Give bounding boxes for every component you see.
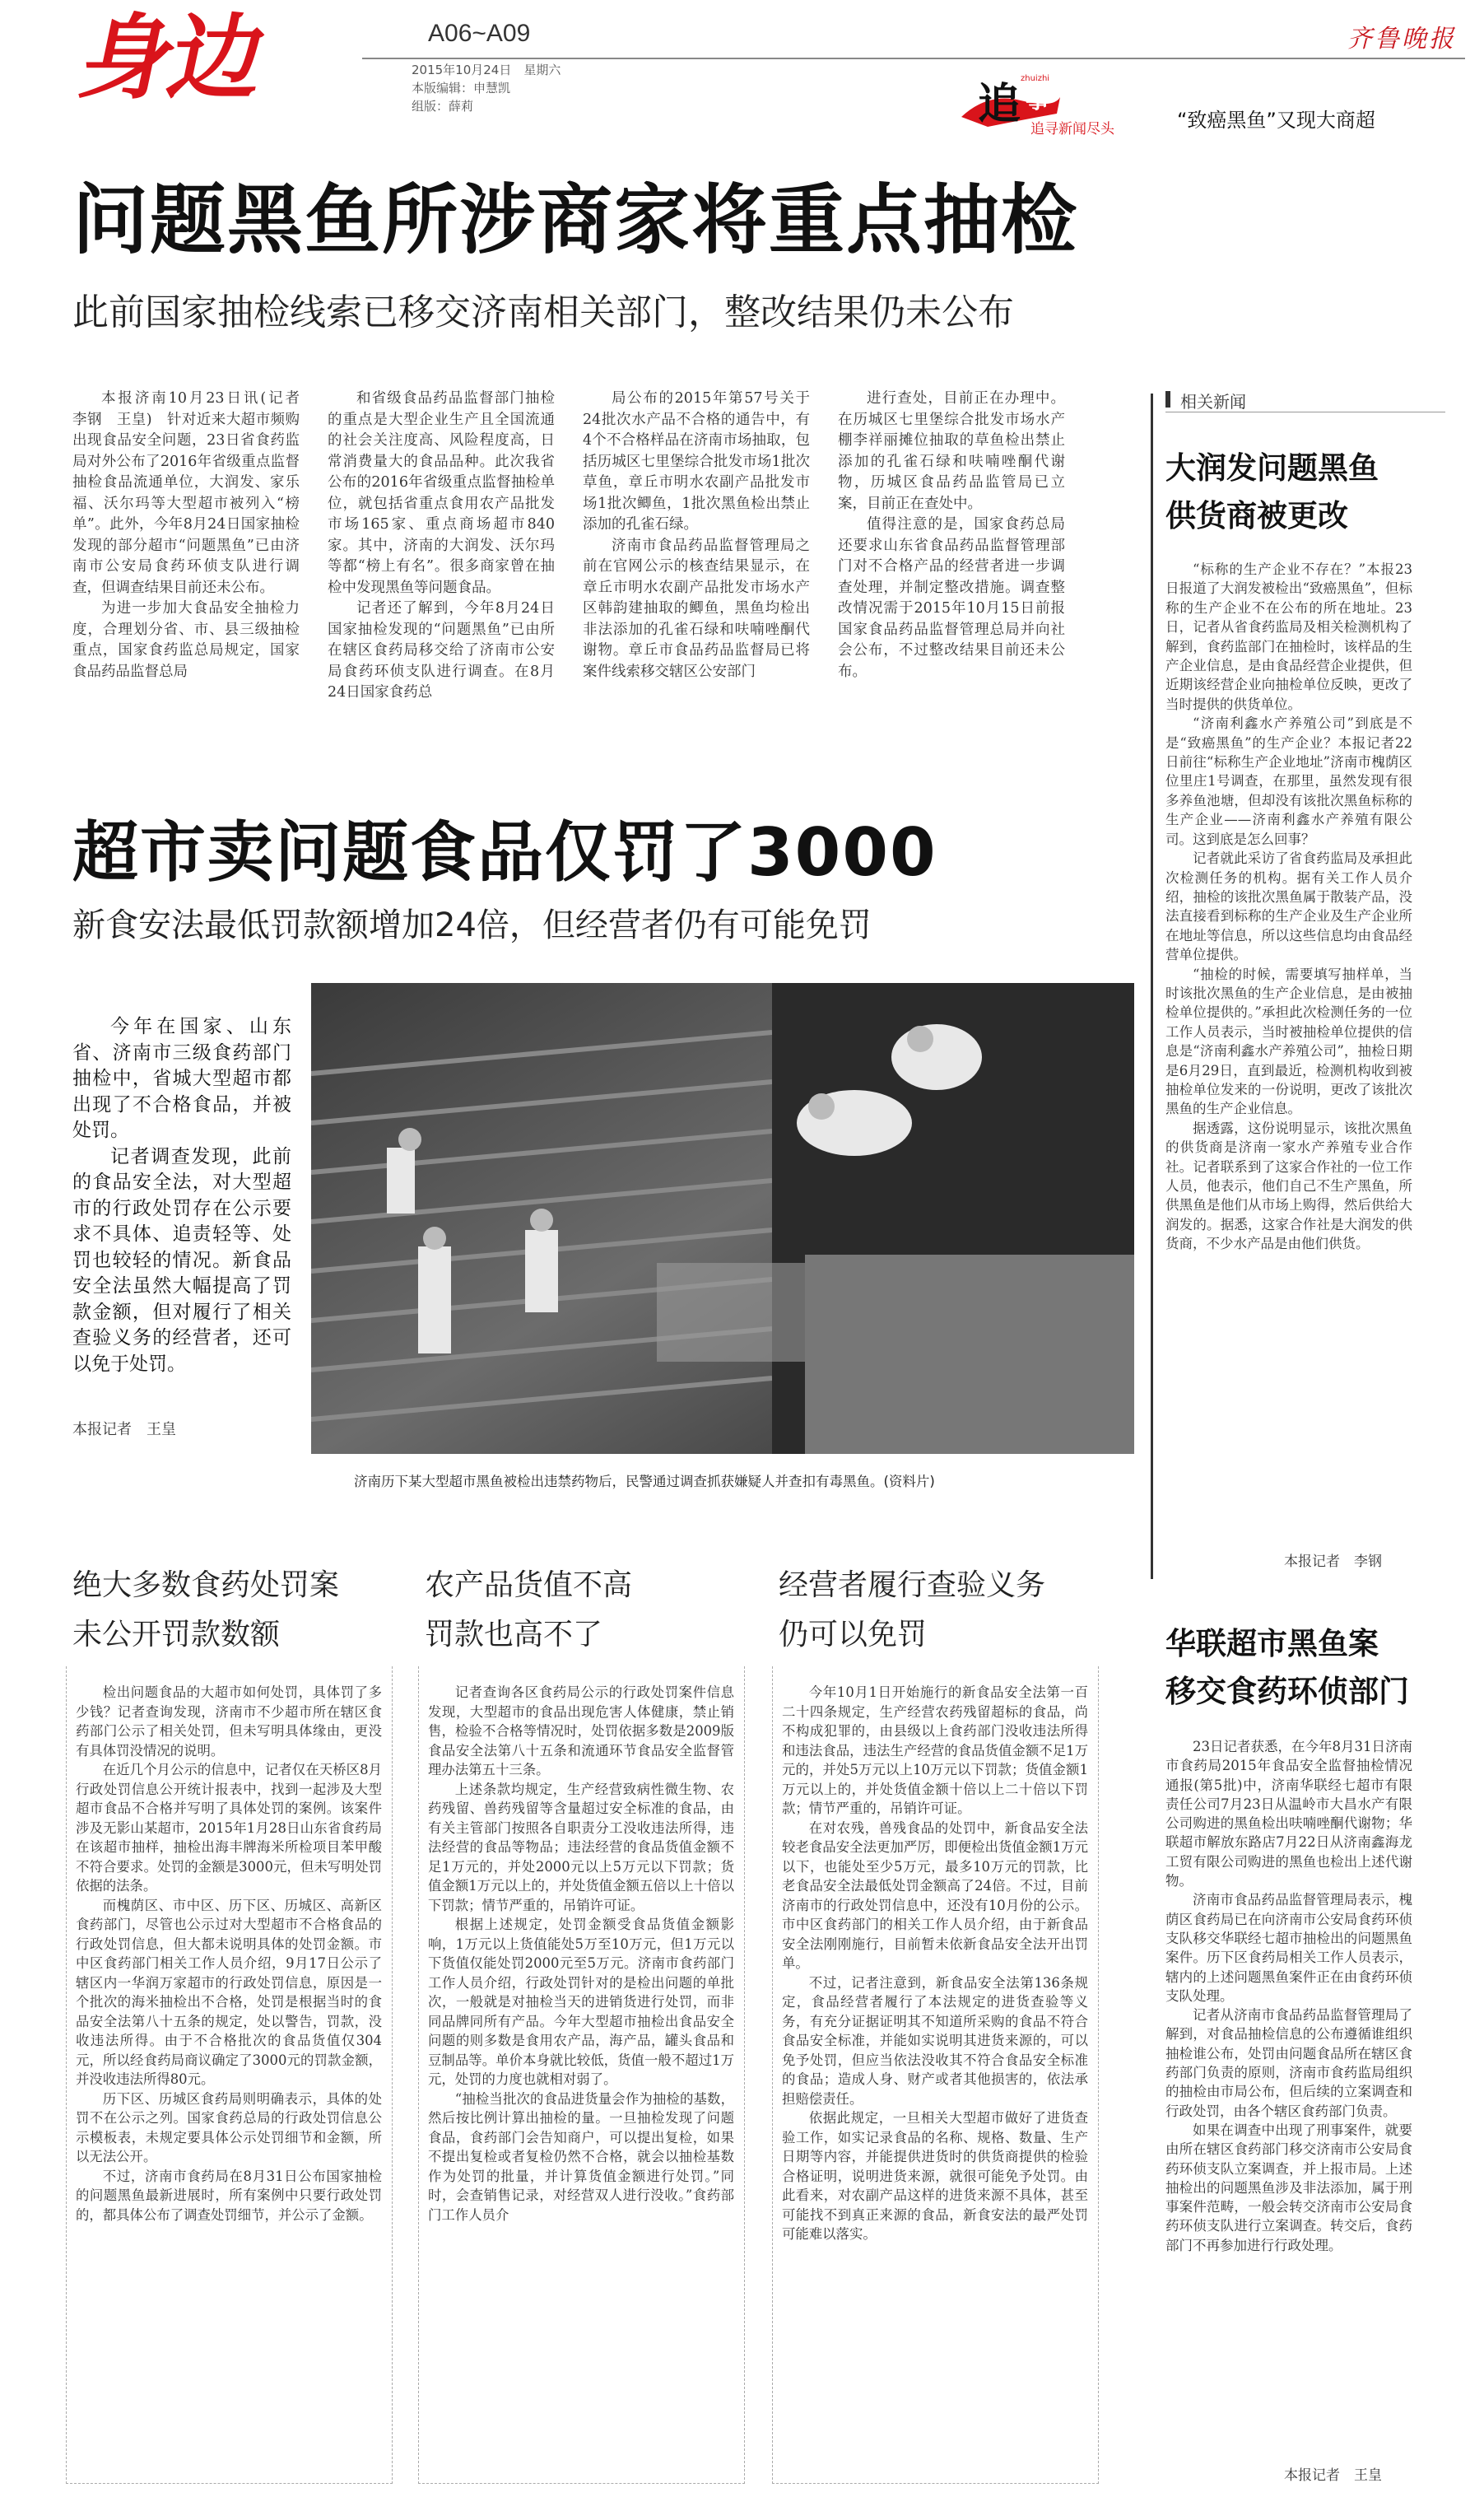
paragraph: 检出问题食品的大超市如何处罚，具体罚了多少钱？记者查询发现，济南市不少超市所在辖区食药部门公示了相关处罚，但未写明具体缘由，更没有具体罚没情况的说明。 [76,1684,382,1759]
sidebar-a-headline-2: 供货商被更改 [1165,498,1348,533]
sidebar-b-byline: 本报记者 王皇 [1284,2467,1382,2484]
feature-teaser[interactable] [955,76,1465,142]
story1-column-2 [328,389,555,704]
paragraph: 23日记者获悉，在今年8月31日济南市食药局2015年食品安全监督抽检情况通报(第5批)中，济南华联经七超市有限责任公司7月23日从温岭市大昌水产有限公司购进的黑鱼检出呋喃唑酮代谢物；华联超市解放东路店7月22日从济南鑫海龙工贸有限公司购进的黑鱼也检出上述代谢物。 [1165,1739,1412,1889]
paragraph: 如果在调查中出现了刑事案件，就要由所在辖区食药部门移交济南市公安局食药环侦支队立案调查，并上报市局。上述抽检出的问题黑鱼涉及非法添加，属于刑事案件范畴，一般会转交济南市公安局食药环侦支队进行立案调查。转交后，食药部门不再参加进行行政处理。 [1165,2122,1412,2253]
paragraph: 济南市食品药品监督管理局表示，槐荫区食药局已在向济南市公安局食药环侦支队移交华联经七超市抽检出的问题黑鱼案件。历下区食药局相关工作人员表示，辖内的上述问题黑鱼案件正在由食药环侦支队处理。 [1165,1892,1412,2004]
header-rule [362,58,1465,59]
feature-headline[interactable]: “致癌黑鱼”又现大商超 [1177,109,1375,132]
paragraph: “抽检的时候，需要填写抽样单，当时该批次黑鱼的生产企业信息，是由被抽检单位提供的。”承担此次检测任务的一位工作人员表示，当时被抽检单位提供的信息是“济南利鑫水产养殖公司”，抽检日期是6月29日，直到最近，检测机构收到被抽检单位发来的一份说明，更改了该批次黑鱼的生产企业信息。 [1165,966,1412,1117]
sidebar-a-headline-1: 大润发问题黑鱼 [1165,450,1379,486]
paragraph: 不过，济南市食药局在8月31日公布国家抽检的问题黑鱼最新进展时，所有案例中只要行政处罚的，都具体公布了调查处罚细节，并公示了金额。 [76,2168,382,2223]
paragraph: 记者调查发现，此前的食品安全法，对大型超市的行政处罚存在公示要求不具体、追责轻等、处罚也较轻的情况。新食品安全法虽然大幅提高了罚款金额，但对履行了相关查验义务的经营者，还可以免于处罚。 [72,1145,291,1375]
paragraph: 在对农残，兽残食品的处罚中，新食品安全法较老食品安全法更加严厉，即便检出货值金额1万元以下，也能处至少5万元，最多10万元的罚款，比老食品安全法最低处罚金额高了24倍。不过，目前济南市的行政处罚信息中，还没有10月份的公示。市中区食药部门的相关工作人员介绍，由于新食品安全法刚刚施行，目前暂未依新食品安全法开出罚单。 [782,1819,1088,1971]
feature-pinyin: zhuizhi [1021,74,1050,83]
story2-subhead-3-line2: 仍可以免罚 [779,1618,928,1651]
story2-subhead-1-line2: 未公开罚款数额 [72,1618,281,1651]
paragraph: 记者从济南市食品药品监督管理局了解到，对食品抽检信息的公布遵循谁组织抽检谁公布，处罚由问题食品所在辖区食药部门负责的原则，济南市食药监局组织的抽检由市局公布，但后续的立案调查和行政处罚，由各个辖区食药部门负责。 [1165,2007,1412,2119]
editor-credit: 本版编辑：申慧凯 [412,81,511,96]
story1-column-3 [583,389,810,682]
news-photo [311,983,1134,1454]
paragraph: “济南利鑫水产养殖公司”到底是不是“致癌黑鱼”的生产企业？本报记者22日前往“标称生产企业地址”济南市槐荫区位里庄1号调查，在那里，虽然发现有很多养鱼池塘，但却没有该批次黑鱼标称的生产企业——济南利鑫水产养殖有限公司。这到底是怎么回事？ [1165,715,1412,847]
paragraph: 而槐荫区、市中区、历下区、历城区、高新区食药部门，尽管也公示过对大型超市不合格食品的行政处罚信息，但大都未说明具体的处罚金额。市中区食药部门相关工作人员介绍，9月17日公示了辖区内一华润万家超市的行政处罚信息，原因是一个批次的海米抽检出不合格，处罚是根据当时的食品安全法第八十五条的规定，处以警告，罚款，没收违法所得。由于不合格批次的食品货值仅304元，所以经食药局商议确定了3000元的罚款金额，并没收违法所得80元。 [76,1897,382,2087]
paragraph: 据透露，这份说明显示，该批次黑鱼的供货商是济南一家水产养殖专业合作社。记者联系到了这家合作社的一位工作人员，他表示，他们自己不生产黑鱼，所供黑鱼是他们从市场上购得，然后供给大润发的。据悉，这家合作社是大润发的供货商，不少水产品是由他们供货。 [1165,1120,1412,1252]
story1-column-1 [72,389,314,682]
story2-lead-byline: 本报记者 王皇 [72,1421,176,1438]
related-news-tag [1165,389,1445,412]
paragraph: 今年10月1日开始施行的新食品安全法第一百二十四条规定，生产经营农药残留超标的食品，尚不构成犯罪的，由县级以上食药部门没收违法所得和违法食品，违法生产经营的食品货值金额不足1万元的，并处5万元以上10万元以下罚款；货值金额1万元以上的，并处货值金额十倍以上二十倍以下罚款；情节严重的，吊销许可证。 [782,1684,1088,1816]
feature-mark-2: 事 [1026,86,1050,114]
paragraph: 为进一步加大食品安全抽检力度，合理划分省、市、县三级抽检重点，国家食药监总局规定，国家食品药品监督总局 [72,600,300,680]
story2-column-2 [428,1683,734,2224]
paragraph: “标称的生产企业不存在？”本报23日报道了大润发被检出“致癌黑鱼”，但标称的生产企业不在公布的所在地址。23日，记者从省食药监局及相关检测机构了解到，食药监部门在抽检时，该样品的生产企业信息，是由食品经营企业提供，但近期该经营企业向抽检单位反映，更改了当时提供的供货单位。 [1165,561,1412,712]
story2-column-1 [76,1683,382,2224]
designer-credit: 组版：薛莉 [412,99,474,114]
page-range: A06~A09 [428,20,531,47]
photo-caption: 济南历下某大型超市黑鱼被检出违禁药物后，民警通过调查抓获嫌疑人并查扣有毒黑鱼。(资料片) [354,1474,935,1489]
paragraph: 本报济南10月23日讯(记者 李钢 王皇) 针对近来大超市频购出现食品安全问题，23日省食药监局对外公布了2016年省级重点监督抽检食品流通单位，大润发、家乐福、沃尔玛等大型超市被列入“榜单”。此外，今年8月24日国家抽检发现的部分超市“问题黑鱼”已由济南市公安局食药环侦支队进行调查，但调查结果目前还未公布。 [72,390,314,596]
sidebar-b-headline-2: 移交食药环侦部门 [1165,1674,1409,1709]
paragraph: 今年在国家、山东省、济南市三级食药部门抽检中，省城大型超市都出现了不合格食品，并被处罚。 [72,1016,291,1141]
paragraph: 记者就此采访了省食药监局及承担此次检测任务的机构。据有关工作人员介绍，抽检的该批次黑鱼属于散装产品，没法直接看到标称的生产企业及生产企业所在地址等信息，所以这些信息均由食品经营单位提供。 [1165,850,1412,963]
story2-headline: 超市卖问题食品仅罚了3000 [72,814,937,891]
paragraph: 记者查询各区食药局公示的行政处罚案件信息发现，大型超市的食品出现危害人体健康，禁止销售，检验不合格等情况时，处罚依据多数是2009版食品安全法第八十五条和流通环节食品安全监督管理办法第五十三条。 [428,1684,734,1777]
sidebar-b-body [1165,1737,1412,2255]
story1-subhead: 此前国家抽检线索已移交济南相关部门，整改结果仍未公布 [72,291,1014,333]
paragraph: 值得注意的是，国家食药总局还要求山东省食品药品监督管理部门对不合格产品的经营者进一步调查处理，并制定整改措施。调查整改情况需于2015年10月15日前报国家食品药品监督管理总局并向社会公布，不过整改结果目前还未公布。 [838,516,1065,680]
story1-headline: 问题黑鱼所涉商家将重点抽检 [72,176,1079,264]
story2-subhead-2-line2: 罚款也高不了 [425,1618,603,1651]
newspaper-logo: 齐鲁晚报 [1347,25,1456,54]
paragraph: 记者还了解到，今年8月24日国家抽检发现的“问题黑鱼”已由所在辖区食药局移交给了济南市公安局食药环侦支队进行调查。在8月24日国家食药总 [328,600,555,701]
sidebar-a-body [1165,560,1412,1254]
paragraph: 进行查处，目前正在办理中。在历城区七里堡综合批发市场水产棚李祥丽摊位抽取的草鱼检出禁止添加的孔雀石绿和呋喃唑酮代谢物，历城区食品药品监管局已立案，目前正在查处中。 [838,390,1065,512]
story2-subhead-2-line1: 农产品货值不高 [425,1568,633,1602]
photo-scene-icon [311,983,1134,1454]
feature-mark: 追 [978,79,1021,129]
issue-date: 2015年10月24日 星期六 [412,63,561,77]
feature-slogan: 追寻新闻尽头 [1030,121,1114,137]
paragraph: “抽检当批次的食品进货量会作为抽检的基数，然后按比例计算出抽检的量。一旦抽检发现了问题食品，食药部门会告知商户，可以提出复检，如果不提出复检或者复检仍然不合格，就会以抽检基数作为处罚的批量，并计算货值金额进行处罚。”同时，会查销售记录，对经营双人进行没收。”食药部门工作人员介 [428,2090,734,2223]
paragraph: 上述条款均规定，生产经营致病性微生物、农药残留、兽药残留等含量超过安全标准的食品，由有关主管部门按照各自职责分工没收违法所得，违法经营的食品等物品；违法经营的食品货值金额不足1万元的，并处2000元以上5万元以下罚款；货值金额1万元以上的，并处货值金额五倍以上十倍以下罚款；情节严重的，吊销许可证。 [428,1781,734,1913]
paragraph: 依据此规定，一旦相关大型超市做好了进货查验工作，如实记录食品的名称、规格、数量、生产日期等内容，并能提供进货时的供货商提供的检验合格证明，说明进货来源，就很可能免予处罚。由此看来，对农副产品这样的进货来源不具体，甚至可能找不到真正来源的食品，新食安法的最严处罚可能难以落实。 [782,2110,1088,2242]
paragraph: 和省级食品药品监督部门抽检的重点是大型企业生产且全国流通的社会关注度高、风险程度高，日常消费量大的食品品种。此次我省公布的2016年省级重点监督抽检单位，就包括省重点食用农产品批发市场165家、重点商场超市840家。其中，济南的大润发、沃尔玛等都“榜上有名”。很多商家曾在抽检中发现黑鱼等问题食品。 [328,390,555,596]
sidebar-a-byline: 本报记者 李钢 [1284,1554,1382,1570]
related-news-label: 相关新闻 [1180,392,1246,412]
story2-lead [72,1014,291,1377]
paragraph: 济南市食品药品监督管理局之前在官网公示的核查结果显示，在章丘市明水农副产品批发市场水产区韩韵建抽取的鲫鱼，黑鱼均检出非法添加的孔雀石绿和呋喃唑酮代谢物。章丘市食品药品监督局已将案件线索移交辖区公安部门 [583,537,810,680]
paragraph: 根据上述规定，处罚金额受食品货值金额影响，1万元以上货值能处5万至10万元，但1万元以下货值仅能处罚2000元至5万元。济南市食药部门工作人员介绍，行政处罚针对的是检出问题的单批次，一般就是对抽检当天的进销货进行处罚，而非同品牌同所有产品。今年大型超市抽检出食品安全问题的则多数是食用农产品，海产品，罐头食品和豆制品等。单价本身就比较低，货值一般不超过1万元，处罚的力度也就相对弱了。 [428,1917,734,2087]
sidebar-b-headline-1: 华联超市黑鱼案 [1165,1626,1379,1661]
paragraph: 历下区、历城区食药局则明确表示，具体的处罚不在公示之列。国家食药总局的行政处罚信息公示模板表，未规定要具体公示处罚细节和金额，所以无法公开。 [76,2090,382,2164]
story1-column-4 [838,389,1065,682]
section-title: 身边 [71,5,272,112]
story2-subhead-1-line1: 绝大多数食药处罚案 [72,1568,340,1602]
story2-subhead: 新食安法最低罚款额增加24倍，但经营者仍有可能免罚 [72,906,872,944]
paragraph: 局公布的2015年第57号关于24批次水产品不合格的通告中，有4个不合格样品在济南市场抽取，包括历城区七里堡综合批发市场1批次草鱼，章丘市明水农副产品批发市场1批次鲫鱼，1批次黑鱼检出禁止添加的孔雀石绿。 [583,390,810,533]
paragraph: 不过，记者注意到，新食品安全法第136条规定，食品经营者履行了本法规定的进货查验等义务，有充分证据证明其不知道所采购的食品不符合食品安全标准，并能如实说明其进货来源的，可以免予处罚，但应当依法没收其不符合食品安全标准的食品；造成人身、财产或者其他损害的，依法承担赔偿责任。 [782,1974,1088,2107]
paragraph: 在近几个月公示的信息中，记者仅在天桥区8月行政处罚信息公开统计报表中，找到一起涉及大型超市食品不合格并写明了具体处罚的案例。该案件涉及无影山某超市，2015年1月28日山东省食药局在该超市抽样，抽检出海丰牌海米所检项目苯甲酸不符合要求。处罚的金额是3000元，但未写明处罚依据的法条。 [76,1762,382,1894]
story2-subhead-3-line1: 经营者履行查验义务 [779,1568,1046,1602]
story2-column-3 [782,1683,1088,2244]
sidebar-divider [1151,394,1153,1579]
tag-bar-icon [1165,391,1170,408]
